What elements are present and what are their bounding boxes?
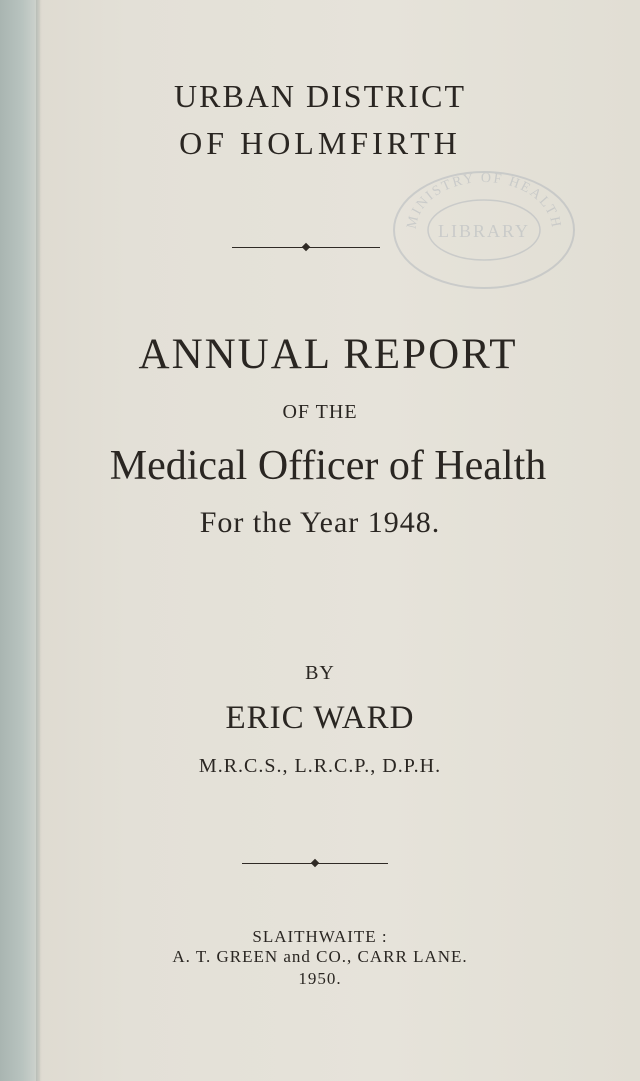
author-qualifications: M.R.C.S., L.R.C.P., D.P.H.	[198, 755, 442, 777]
bottom-ornament-diamond	[311, 859, 319, 867]
officer-title: Medical Officer of Health	[109, 443, 547, 489]
library-stamp	[390, 160, 578, 292]
by-text: BY	[305, 662, 335, 684]
year-line: For the Year 1948.	[199, 506, 441, 539]
publisher-place: SLAITHWAITE :	[252, 927, 388, 946]
district-line-1: URBAN DISTRICT	[173, 78, 466, 114]
author-name: ERIC WARD	[225, 700, 415, 736]
report-title: ANNUAL REPORT	[138, 331, 518, 378]
binding-edge	[36, 0, 42, 1081]
binding-strip	[0, 0, 40, 1081]
stamp-inner-text: LIBRARY	[437, 221, 531, 241]
publication-year: 1950.	[298, 969, 342, 988]
top-ornament-diamond	[302, 243, 310, 251]
stamp-outer-text: MINISTRY OF HEALTH	[404, 170, 564, 231]
district-line-2: OF HOLMFIRTH	[179, 125, 461, 161]
publisher-name: A. T. GREEN and CO., CARR LANE.	[172, 947, 468, 966]
of-the-text: OF THE	[282, 401, 358, 423]
